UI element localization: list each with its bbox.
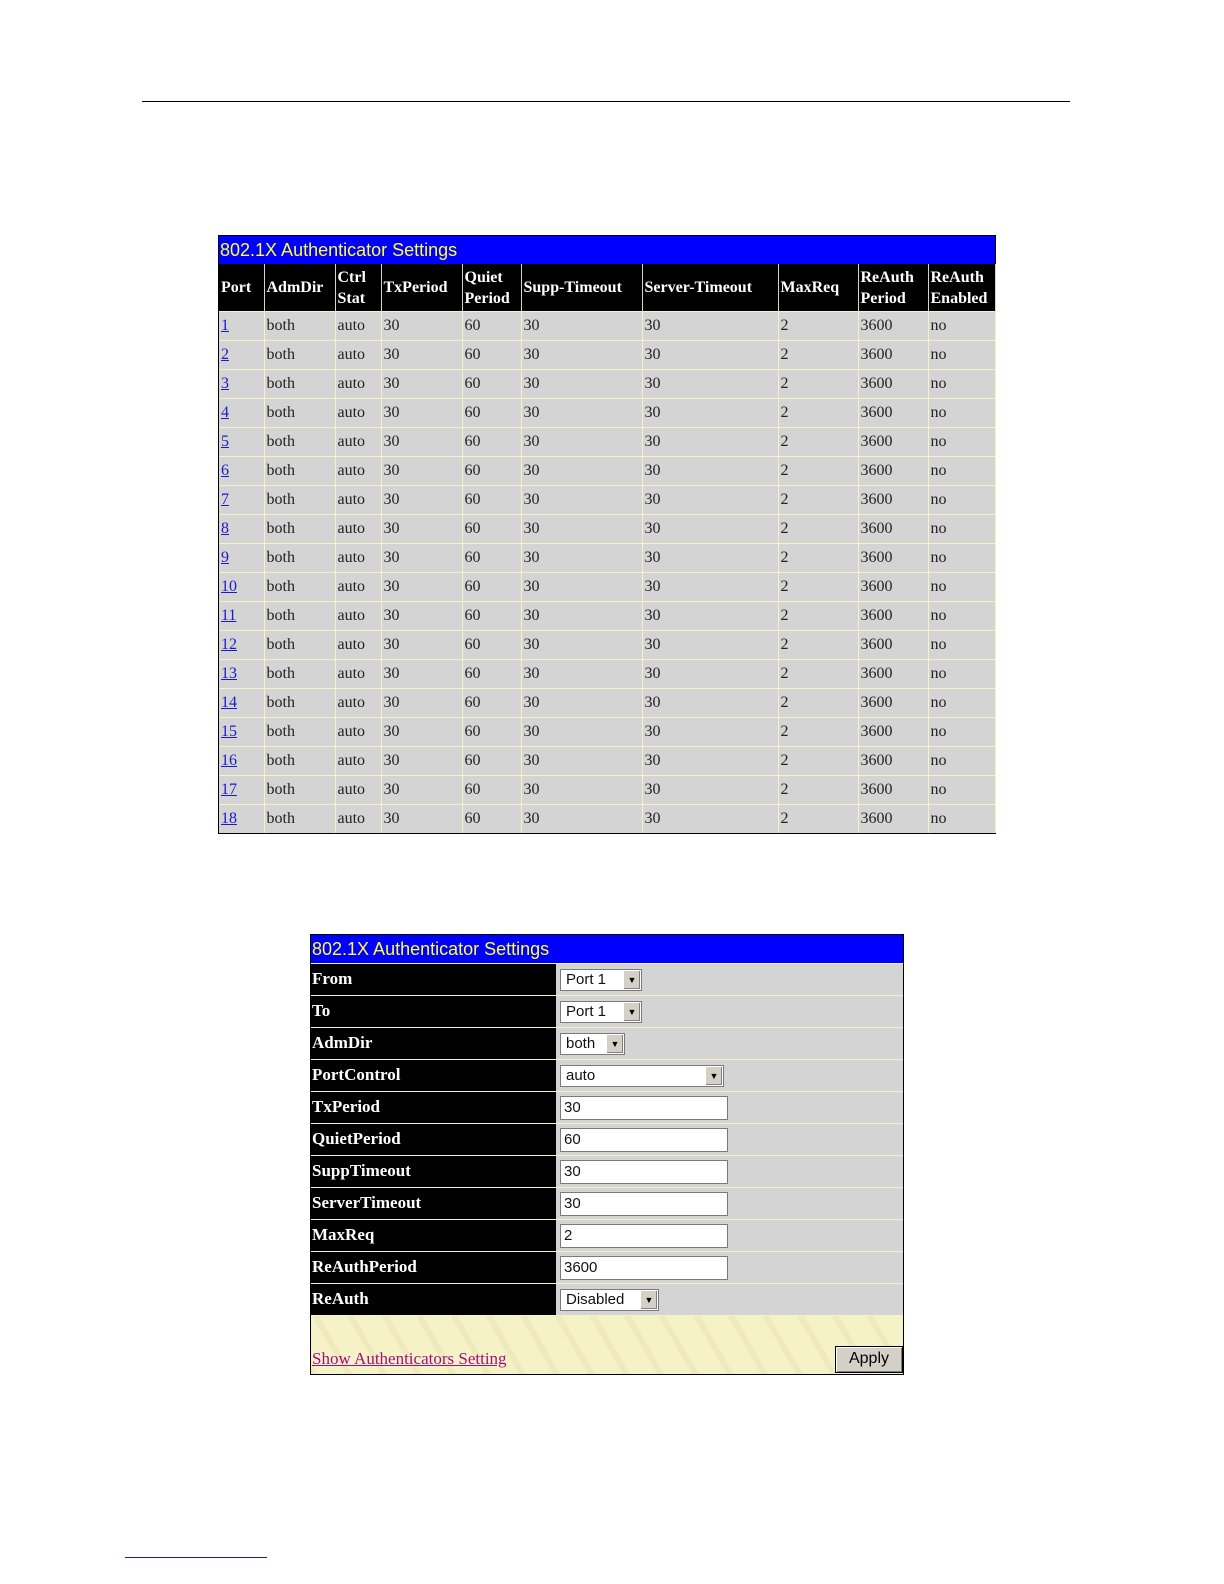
table-row: [219, 660, 995, 689]
table-cell: no: [928, 573, 995, 602]
table-cell: 3600: [858, 486, 928, 515]
select-value: both: [566, 1035, 596, 1052]
table-cell: 30: [381, 312, 462, 341]
table-row: [219, 370, 995, 399]
table-cell: 2: [778, 312, 858, 341]
field-control-cell: [556, 1156, 903, 1187]
table-cell: no: [928, 341, 995, 370]
form-footer: [311, 1315, 903, 1374]
table-cell: no: [928, 544, 995, 573]
table-cell: 3600: [858, 544, 928, 573]
table-cell: 60: [462, 341, 521, 370]
column-header: ReAuth Period: [858, 264, 928, 312]
table-row: [219, 515, 995, 544]
table-cell: 30: [521, 602, 642, 631]
table-cell: auto: [335, 776, 381, 805]
port-link[interactable]: 18: [221, 810, 237, 827]
quietperiod-input[interactable]: 60: [560, 1128, 728, 1152]
table-cell: 30: [642, 457, 778, 486]
form-row-quietperiod: [311, 1123, 903, 1155]
table-cell: no: [928, 660, 995, 689]
port-link[interactable]: 6: [221, 462, 229, 479]
servertimeout-input[interactable]: 30: [560, 1192, 728, 1216]
table-cell: 2: [778, 776, 858, 805]
port-link[interactable]: 12: [221, 636, 237, 653]
table-cell: both: [264, 399, 335, 428]
table-cell: 2: [778, 515, 858, 544]
field-control-cell: [556, 964, 903, 995]
table-cell: auto: [335, 457, 381, 486]
port-link[interactable]: 14: [221, 694, 237, 711]
table-cell: auto: [335, 602, 381, 631]
column-header: Quiet Period: [462, 264, 521, 312]
table-cell: 30: [381, 718, 462, 747]
table-cell: 2: [778, 457, 858, 486]
column-header: Supp-Timeout: [521, 264, 642, 312]
table-cell: 2: [778, 631, 858, 660]
table-cell: 30: [521, 689, 642, 718]
column-header: MaxReq: [778, 264, 858, 312]
maxreq-input[interactable]: 2: [560, 1224, 728, 1248]
table-cell: no: [928, 515, 995, 544]
table-cell: 2: [778, 399, 858, 428]
table-cell: 30: [521, 718, 642, 747]
authenticator-table: [219, 264, 996, 833]
table-cell: 60: [462, 631, 521, 660]
port-cell: [219, 602, 264, 631]
port-link[interactable]: 10: [221, 578, 237, 595]
show-authenticators-link[interactable]: Show Authenticators Setting: [312, 1349, 507, 1368]
table-cell: 30: [521, 312, 642, 341]
table-cell: 3600: [858, 718, 928, 747]
field-label: QuietPeriod: [311, 1124, 556, 1155]
authenticator-table-panel: [218, 235, 996, 834]
apply-button[interactable]: Apply: [835, 1346, 903, 1373]
table-row: [219, 689, 995, 718]
port-cell: [219, 718, 264, 747]
column-header: Port: [219, 264, 264, 312]
form-row-reauthperiod: [311, 1251, 903, 1283]
table-cell: 30: [381, 515, 462, 544]
field-control-cell: [556, 1060, 903, 1091]
table-cell: both: [264, 312, 335, 341]
table-cell: 60: [462, 370, 521, 399]
field-label: ReAuthPeriod: [311, 1252, 556, 1283]
port-cell: [219, 689, 264, 718]
table-row: [219, 312, 995, 341]
table-cell: auto: [335, 399, 381, 428]
field-control-cell: [556, 1028, 903, 1059]
admdir-select[interactable]: [560, 1033, 625, 1055]
field-label: PortControl: [311, 1060, 556, 1091]
table-cell: 2: [778, 718, 858, 747]
table-cell: 60: [462, 399, 521, 428]
table-cell: 3600: [858, 776, 928, 805]
table-cell: auto: [335, 805, 381, 834]
table-cell: auto: [335, 689, 381, 718]
form-row-from: [311, 963, 903, 995]
table-row: [219, 341, 995, 370]
table-cell: no: [928, 631, 995, 660]
field-label: To: [311, 996, 556, 1027]
txperiod-input[interactable]: 30: [560, 1096, 728, 1120]
table-cell: both: [264, 631, 335, 660]
form-row-to: [311, 995, 903, 1027]
port-link[interactable]: 8: [221, 520, 229, 537]
port-cell: [219, 631, 264, 660]
table-cell: auto: [335, 515, 381, 544]
table-cell: both: [264, 660, 335, 689]
table-cell: 3600: [858, 573, 928, 602]
table-cell: 60: [462, 776, 521, 805]
table-cell: 30: [381, 428, 462, 457]
table-cell: 3600: [858, 370, 928, 399]
table-cell: no: [928, 486, 995, 515]
table-cell: 30: [642, 341, 778, 370]
table-cell: 30: [642, 805, 778, 834]
port-link[interactable]: 9: [221, 549, 229, 566]
table-cell: 3600: [858, 602, 928, 631]
table-cell: both: [264, 486, 335, 515]
table-cell: 60: [462, 544, 521, 573]
form-row-supptimeout: [311, 1155, 903, 1187]
table-cell: 3600: [858, 660, 928, 689]
table-cell: both: [264, 428, 335, 457]
table-cell: both: [264, 602, 335, 631]
field-control-cell: [556, 1188, 903, 1219]
table-cell: both: [264, 544, 335, 573]
table-cell: 30: [642, 573, 778, 602]
table-row: [219, 573, 995, 602]
field-control-cell: [556, 996, 903, 1027]
column-header: Server-Timeout: [642, 264, 778, 312]
table-cell: both: [264, 370, 335, 399]
table-cell: 2: [778, 602, 858, 631]
table-cell: 30: [521, 747, 642, 776]
table-cell: auto: [335, 747, 381, 776]
table-cell: 60: [462, 573, 521, 602]
column-header: ReAuth Enabled: [928, 264, 995, 312]
table-cell: both: [264, 341, 335, 370]
table-cell: auto: [335, 660, 381, 689]
table-cell: no: [928, 718, 995, 747]
port-cell: [219, 805, 264, 834]
table-cell: 3600: [858, 457, 928, 486]
table-cell: no: [928, 602, 995, 631]
table-cell: 30: [642, 515, 778, 544]
table-cell: both: [264, 718, 335, 747]
table-cell: 30: [381, 370, 462, 399]
table-cell: auto: [335, 341, 381, 370]
table-cell: 30: [381, 631, 462, 660]
table-row: [219, 457, 995, 486]
column-header: AdmDir: [264, 264, 335, 312]
table-cell: auto: [335, 486, 381, 515]
table-row: [219, 747, 995, 776]
port-link[interactable]: 1: [221, 317, 229, 334]
table-cell: no: [928, 457, 995, 486]
select-value: Port 1: [566, 971, 607, 988]
column-header: Ctrl Stat: [335, 264, 381, 312]
table-row: [219, 718, 995, 747]
table-cell: 30: [642, 689, 778, 718]
port-link[interactable]: 2: [221, 346, 229, 363]
form-panel-title: 802.1X Authenticator Settings: [311, 935, 903, 963]
table-cell: 3600: [858, 341, 928, 370]
reauth-select[interactable]: [560, 1289, 659, 1311]
port-link[interactable]: 3: [221, 375, 229, 392]
table-row: [219, 805, 995, 834]
field-label: ServerTimeout: [311, 1188, 556, 1219]
form-row-txperiod: [311, 1091, 903, 1123]
port-link[interactable]: 4: [221, 404, 229, 421]
table-cell: 30: [381, 805, 462, 834]
table-cell: auto: [335, 370, 381, 399]
table-cell: 30: [381, 776, 462, 805]
table-cell: no: [928, 370, 995, 399]
table-cell: 60: [462, 660, 521, 689]
port-link[interactable]: 11: [221, 607, 237, 624]
chevron-down-icon[interactable]: ▼: [606, 1035, 623, 1053]
port-cell: [219, 457, 264, 486]
table-cell: 30: [521, 341, 642, 370]
table-cell: 3600: [858, 312, 928, 341]
table-cell: 2: [778, 747, 858, 776]
table-cell: both: [264, 457, 335, 486]
table-cell: 60: [462, 805, 521, 834]
page-header-rule: [142, 101, 1070, 102]
table-cell: 30: [381, 660, 462, 689]
table-cell: 30: [381, 486, 462, 515]
table-cell: 60: [462, 747, 521, 776]
table-cell: 2: [778, 428, 858, 457]
field-control-cell: [556, 1124, 903, 1155]
table-row: [219, 631, 995, 660]
table-cell: 3600: [858, 631, 928, 660]
table-cell: auto: [335, 428, 381, 457]
field-control-cell: [556, 1220, 903, 1251]
port-cell: [219, 660, 264, 689]
table-cell: auto: [335, 312, 381, 341]
port-link[interactable]: 7: [221, 491, 229, 508]
field-label: SuppTimeout: [311, 1156, 556, 1187]
select-value: Port 1: [566, 1003, 607, 1020]
form-row-admdir: [311, 1027, 903, 1059]
table-row: [219, 428, 995, 457]
table-cell: 30: [521, 457, 642, 486]
table-cell: both: [264, 805, 335, 834]
port-cell: [219, 486, 264, 515]
port-cell: [219, 776, 264, 805]
table-header-row: [219, 264, 995, 312]
table-cell: 30: [381, 573, 462, 602]
field-label: From: [311, 964, 556, 995]
select-value: Disabled: [566, 1291, 625, 1308]
table-cell: auto: [335, 631, 381, 660]
table-cell: no: [928, 689, 995, 718]
table-cell: 30: [521, 544, 642, 573]
field-control-cell: [556, 1284, 903, 1315]
chevron-down-icon[interactable]: ▼: [705, 1067, 722, 1085]
table-cell: 60: [462, 689, 521, 718]
table-cell: 3600: [858, 689, 928, 718]
port-link[interactable]: 15: [221, 723, 237, 740]
table-cell: 30: [642, 428, 778, 457]
table-cell: 30: [642, 631, 778, 660]
table-cell: 30: [521, 776, 642, 805]
field-control-cell: [556, 1252, 903, 1283]
table-cell: no: [928, 805, 995, 834]
form-row-portcontrol: [311, 1059, 903, 1091]
table-cell: both: [264, 689, 335, 718]
field-label: AdmDir: [311, 1028, 556, 1059]
port-cell: [219, 399, 264, 428]
table-cell: 30: [642, 747, 778, 776]
supptimeout-input[interactable]: 30: [560, 1160, 728, 1184]
port-link[interactable]: 5: [221, 433, 229, 450]
table-row: [219, 399, 995, 428]
field-label: TxPeriod: [311, 1092, 556, 1123]
port-cell: [219, 428, 264, 457]
table-cell: 3600: [858, 747, 928, 776]
table-cell: 60: [462, 718, 521, 747]
port-cell: [219, 747, 264, 776]
table-cell: 30: [381, 457, 462, 486]
port-cell: [219, 544, 264, 573]
footnote-rule: [125, 1557, 267, 1558]
table-cell: 30: [642, 660, 778, 689]
table-row: [219, 776, 995, 805]
port-cell: [219, 370, 264, 399]
table-cell: both: [264, 515, 335, 544]
table-cell: 2: [778, 341, 858, 370]
form-row-reauth: [311, 1283, 903, 1315]
table-cell: 60: [462, 515, 521, 544]
table-cell: both: [264, 747, 335, 776]
table-cell: no: [928, 399, 995, 428]
table-cell: both: [264, 573, 335, 602]
table-row: [219, 544, 995, 573]
table-cell: no: [928, 747, 995, 776]
table-cell: 60: [462, 312, 521, 341]
table-cell: no: [928, 312, 995, 341]
field-control-cell: [556, 1092, 903, 1123]
table-panel-title: 802.1X Authenticator Settings: [219, 236, 995, 264]
from-select[interactable]: [560, 969, 642, 991]
table-cell: no: [928, 428, 995, 457]
table-cell: 2: [778, 544, 858, 573]
table-cell: 2: [778, 573, 858, 602]
table-cell: 30: [642, 486, 778, 515]
table-cell: auto: [335, 718, 381, 747]
table-cell: 30: [642, 776, 778, 805]
field-label: ReAuth: [311, 1284, 556, 1315]
port-link[interactable]: 17: [221, 781, 237, 798]
table-cell: 3600: [858, 515, 928, 544]
table-row: [219, 486, 995, 515]
chevron-down-icon[interactable]: ▼: [623, 1003, 640, 1021]
table-cell: 30: [381, 689, 462, 718]
form-rows: [311, 963, 903, 1315]
table-cell: 30: [381, 341, 462, 370]
portcontrol-select[interactable]: [560, 1065, 724, 1087]
table-cell: both: [264, 776, 335, 805]
table-cell: 30: [521, 370, 642, 399]
table-cell: 30: [521, 805, 642, 834]
table-cell: 2: [778, 370, 858, 399]
table-cell: 30: [642, 602, 778, 631]
table-cell: 30: [642, 544, 778, 573]
table-cell: auto: [335, 544, 381, 573]
chevron-down-icon[interactable]: ▼: [640, 1291, 657, 1309]
table-cell: 30: [521, 428, 642, 457]
table-cell: auto: [335, 573, 381, 602]
table-cell: 2: [778, 660, 858, 689]
authenticator-form-panel: [310, 934, 904, 1375]
table-cell: 30: [381, 747, 462, 776]
port-cell: [219, 341, 264, 370]
table-cell: 30: [521, 573, 642, 602]
table-cell: 30: [521, 660, 642, 689]
table-cell: 30: [381, 399, 462, 428]
table-cell: 60: [462, 428, 521, 457]
port-cell: [219, 312, 264, 341]
reauthperiod-input[interactable]: 3600: [560, 1256, 728, 1280]
port-link[interactable]: 16: [221, 752, 237, 769]
port-cell: [219, 573, 264, 602]
table-row: [219, 602, 995, 631]
form-row-servertimeout: [311, 1187, 903, 1219]
table-cell: 2: [778, 486, 858, 515]
table-cell: 30: [521, 486, 642, 515]
select-value: auto: [566, 1067, 596, 1084]
table-cell: 30: [521, 631, 642, 660]
table-cell: 30: [642, 370, 778, 399]
table-cell: 30: [642, 399, 778, 428]
table-cell: 2: [778, 689, 858, 718]
chevron-down-icon[interactable]: ▼: [623, 971, 640, 989]
table-cell: 3600: [858, 399, 928, 428]
column-header: TxPeriod: [381, 264, 462, 312]
field-label: MaxReq: [311, 1220, 556, 1251]
table-cell: 30: [521, 515, 642, 544]
to-select[interactable]: [560, 1001, 642, 1023]
table-body: [219, 312, 995, 834]
port-link[interactable]: 13: [221, 665, 237, 682]
table-cell: 60: [462, 486, 521, 515]
table-cell: no: [928, 776, 995, 805]
table-cell: 30: [381, 544, 462, 573]
table-cell: 30: [642, 312, 778, 341]
table-cell: 30: [381, 602, 462, 631]
table-cell: 60: [462, 457, 521, 486]
table-cell: 3600: [858, 805, 928, 834]
port-cell: [219, 515, 264, 544]
table-cell: 60: [462, 602, 521, 631]
table-cell: 30: [642, 718, 778, 747]
table-cell: 2: [778, 805, 858, 834]
table-cell: 3600: [858, 428, 928, 457]
form-row-maxreq: [311, 1219, 903, 1251]
table-cell: 30: [521, 399, 642, 428]
